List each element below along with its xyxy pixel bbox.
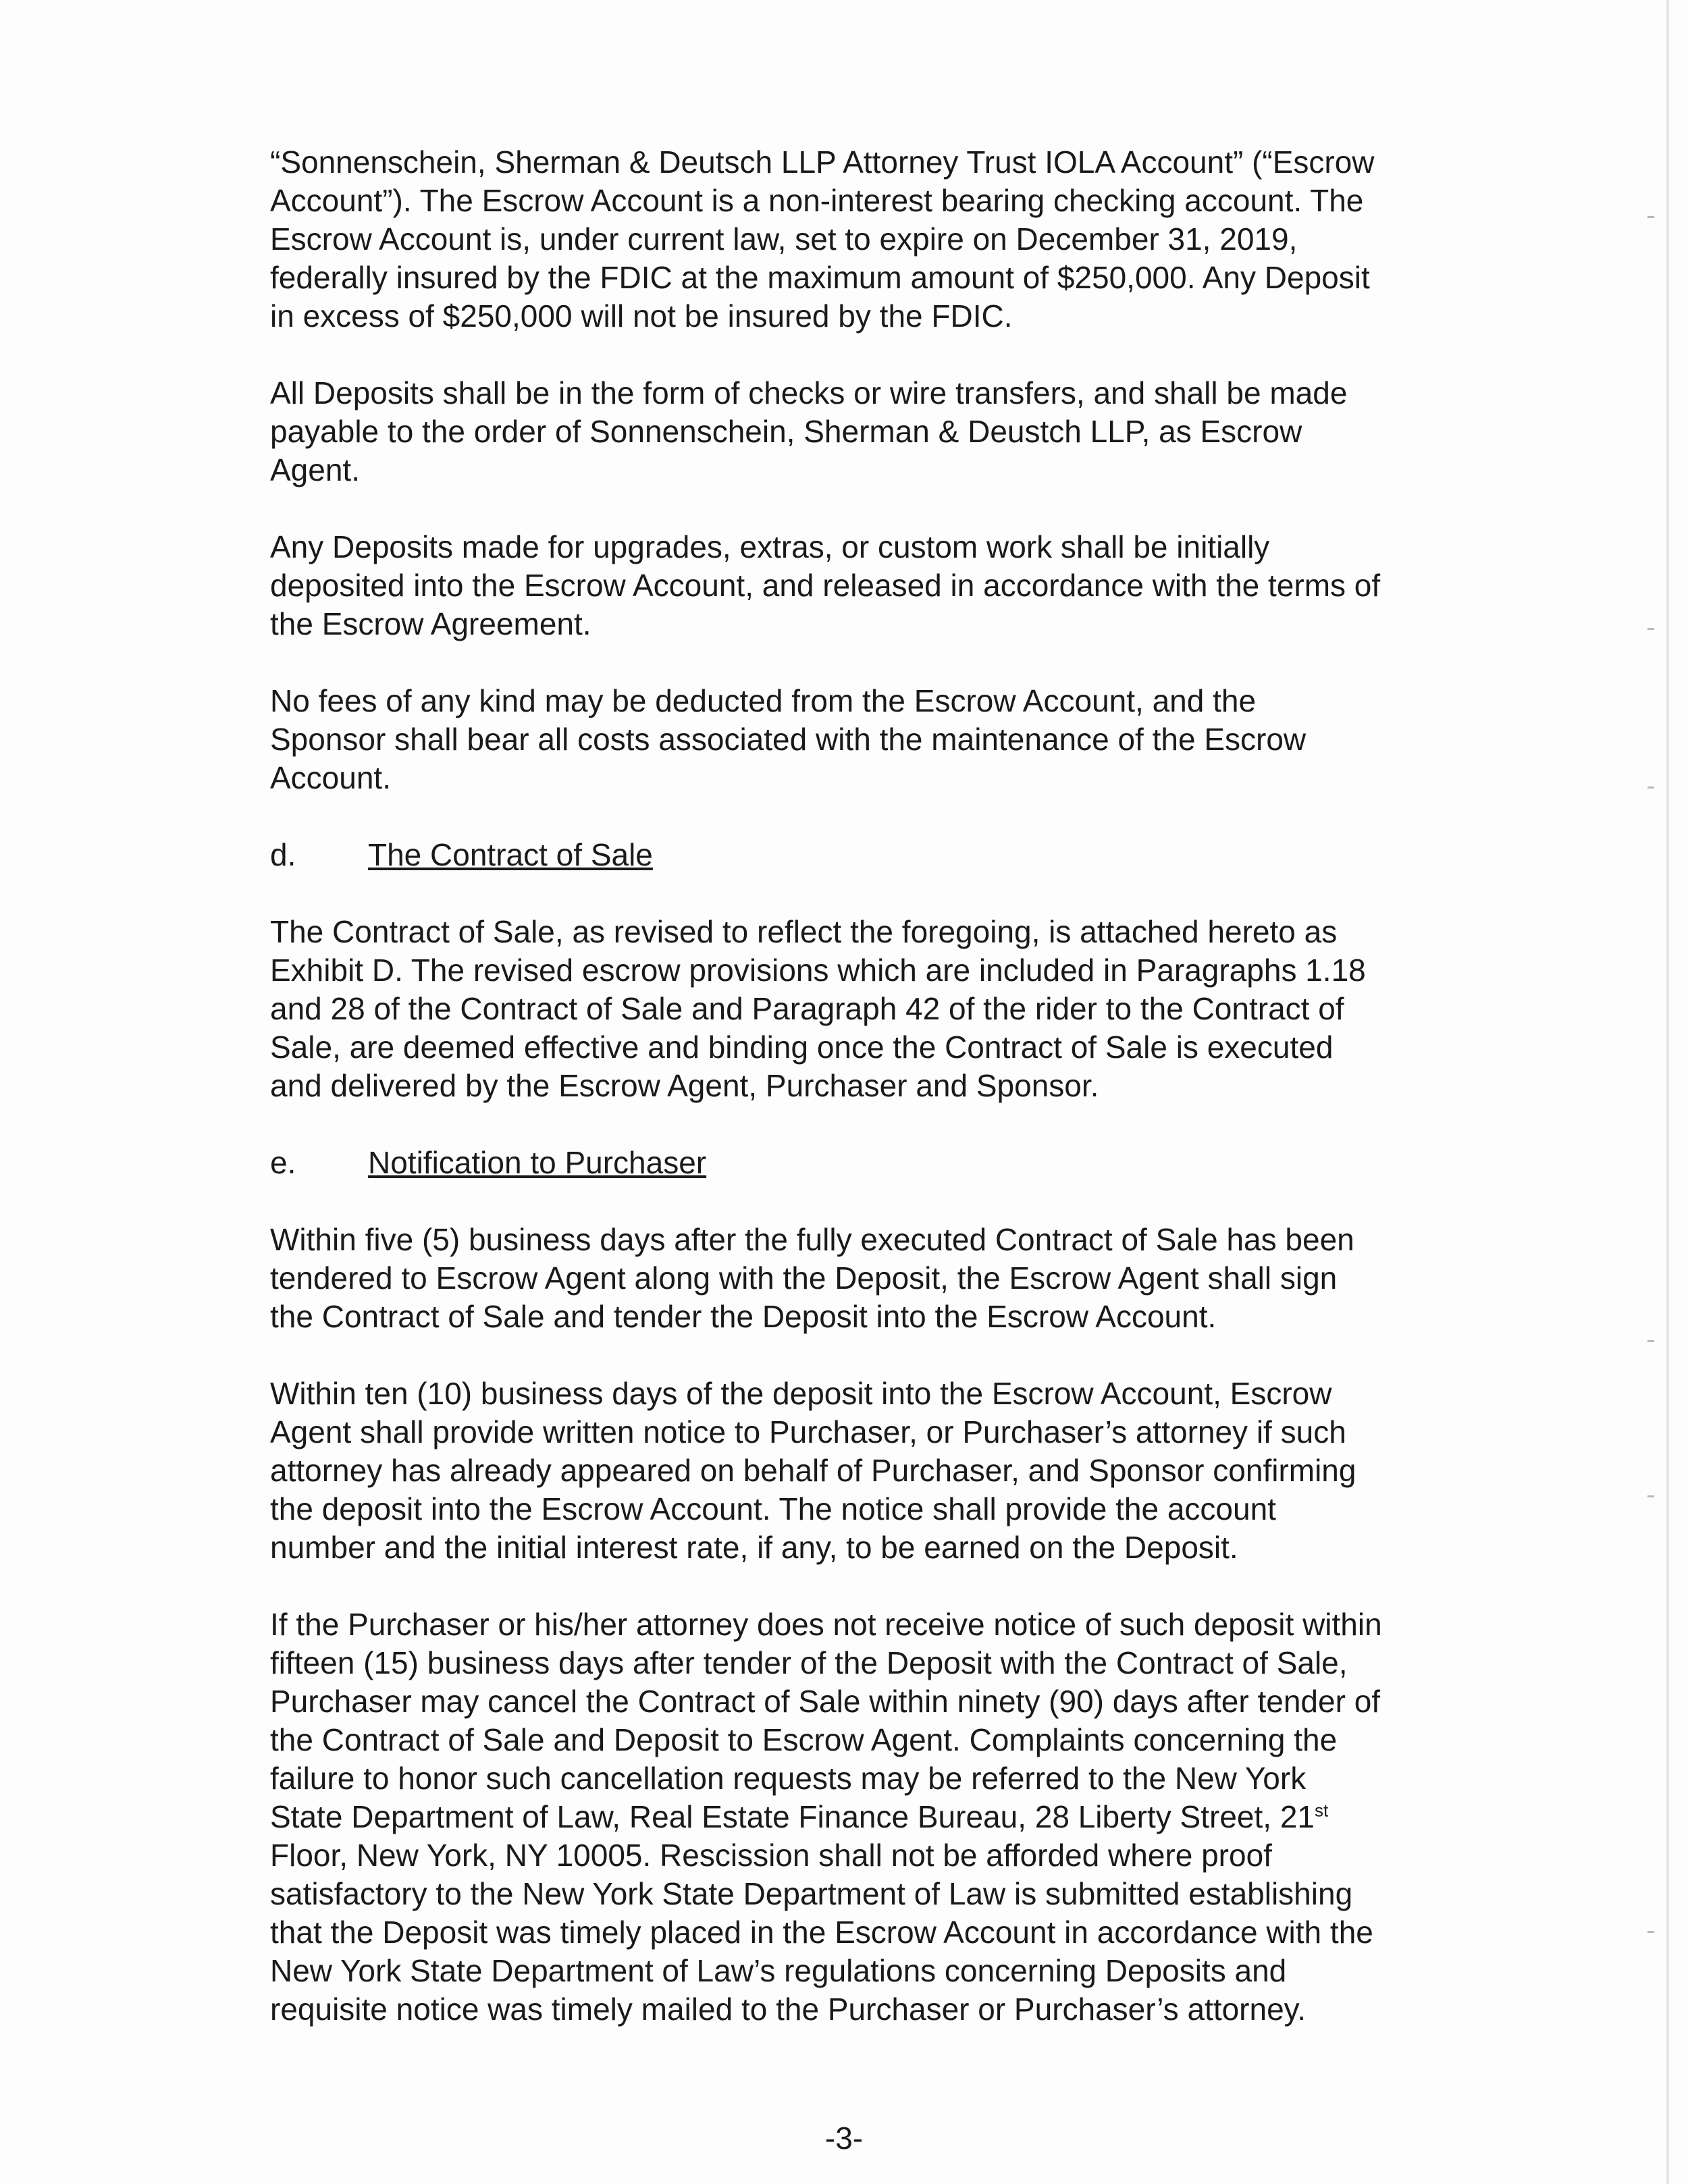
paragraph-cancellation <box>270 1605 1485 2029</box>
section-heading-e <box>270 1144 1485 1182</box>
page-number: -3- <box>824 2121 864 2156</box>
scan-mark <box>1647 1931 1654 1933</box>
paragraph-deposit-form: All Deposits shall be in the form of checks or wire transfers, and shall be made payable to the order of Sonnenschein, Sherman & Deustch LLP, as Escrow Agent. <box>270 375 1348 487</box>
paragraph-within-five-days: Within five (5) business days after the fully executed Contract of Sale has been tendered to Escrow Agent along with the Deposit, the Escrow Agent shall sign the Contract of Sale and tender the Deposit into the Escrow Account. <box>270 1222 1354 1334</box>
section-title: Notification to Purchaser <box>368 1145 707 1180</box>
superscript: st <box>1315 1800 1329 1821</box>
scan-mark <box>1647 628 1654 630</box>
paragraph-contract-of-sale: The Contract of Sale, as revised to reflect the foregoing, is attached hereto as Exhibit D. The revised escrow provisions which are included in Paragraphs 1.18 and 28 of the Contract of Sale and Paragraph 42 of the rider to the Contract of Sale, are deemed effective and binding once the Contract of Sale is executed and delivered by the Escrow Agent, Purchaser and Sponsor. <box>270 914 1366 1103</box>
section-heading-d <box>270 836 1485 874</box>
paragraph-text: Floor, New York, NY 10005. Rescission shall not be afforded where proof satisfactory to the New York State Department of Law is submitted establishing that the Deposit was timely placed in the Escrow Account in accordance with the New York State Department of Law’s regulations concerning Deposits and requisite notice was timely mailed to the Purchaser or Purchaser’s attorney. <box>270 1838 1373 2027</box>
paragraph-text: If the Purchaser or his/her attorney does not receive notice of such deposit within fifteen (15) business days after tender of the Deposit with the Contract of Sale, Purchaser may cancel the Contract of Sale within ninety (90) days after tender of the Contract of Sale and Deposit to Escrow Agent. Complaints concerning the failure to honor such cancellation requests may be referred to the New York State Department of Law, Real Estate Finance Bureau, 28 Liberty Street, 21 <box>270 1607 1382 1834</box>
scan-edge-line <box>1666 0 1669 2184</box>
section-title: The Contract of Sale <box>368 837 653 872</box>
paragraph-no-fees: No fees of any kind may be deducted from the Escrow Account, and the Sponsor shall bear all costs associated with the maintenance of the Escrow Account. <box>270 683 1307 795</box>
scan-mark <box>1647 216 1654 218</box>
scan-mark <box>1647 787 1654 789</box>
paragraph-upgrade-deposits: Any Deposits made for upgrades, extras, or custom work shall be initially deposited into the Escrow Account, and released in accordance with the terms of the Escrow Agreement. <box>270 529 1381 641</box>
paragraph-within-ten-days: Within ten (10) business days of the deposit into the Escrow Account, Escrow Agent shall provide written notice to Purchaser, or Purchaser’s attorney if such attorney has already appeared on behalf of Purchaser, and Sponsor confirming the deposit into the Escrow Account. The notice shall provide the account number and the initial interest rate, if any, to be earned on the Deposit. <box>270 1376 1356 1565</box>
section-letter: e. <box>270 1145 296 1180</box>
document-body <box>270 143 1485 2067</box>
section-letter: d. <box>270 837 296 872</box>
scan-mark <box>1647 1495 1654 1497</box>
paragraph-escrow-account: “Sonnenschein, Sherman & Deutsch LLP Attorney Trust IOLA Account” (“Escrow Account”). The Escrow Account is a non-interest bearing checking account. The Escrow Account is, under current law, set to expire on December 31, 2019, federally insured by the FDIC at the maximum amount of $250,000. Any Deposit in excess of $250,000 will not be insured by the FDIC. <box>270 144 1375 334</box>
scan-mark <box>1647 1340 1654 1342</box>
